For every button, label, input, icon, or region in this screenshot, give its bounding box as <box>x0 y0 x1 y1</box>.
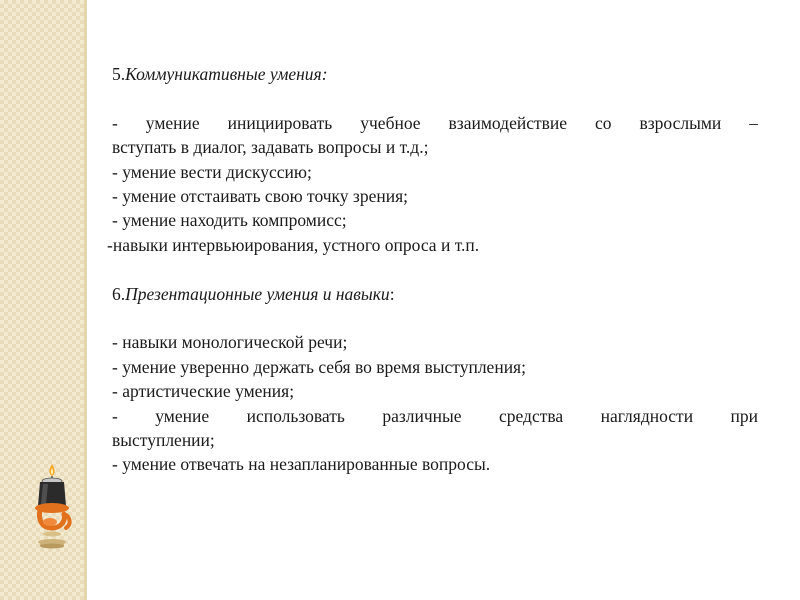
spacer <box>112 306 758 330</box>
list-item: вступать в диалог, задавать вопросы и т.д.; <box>112 137 429 158</box>
side-band-border <box>84 0 87 600</box>
list-item: - умение уверенно держать себя во время выступления; <box>112 356 526 377</box>
section-6-colon: : <box>389 283 395 304</box>
section-5-number: 5. <box>112 64 126 84</box>
list-item: - умение отстаивать свою точку зрения; <box>112 186 409 207</box>
list-item: выступлении; <box>112 430 215 451</box>
section-5-heading <box>112 62 758 86</box>
list-item: - артистические умения; <box>112 381 295 402</box>
section-6-heading <box>112 282 758 306</box>
list-item: - умение вести дискуссию; <box>112 161 312 182</box>
list-item: - умение инициировать учебное взаимодействие со взрослыми – <box>112 112 758 133</box>
list-item: - умение находить компромисс; <box>112 210 347 231</box>
list-item: - умение использовать различные средства наглядности при <box>112 405 758 426</box>
list-item: - умение отвечать на незапланированные вопросы. <box>112 454 491 475</box>
spacer <box>112 257 758 281</box>
section-6-number: 6. <box>112 283 126 304</box>
spacer <box>112 86 758 110</box>
candle-icon <box>26 462 78 552</box>
list-item: -навыки интервьюирования, устного опроса и т.п. <box>107 234 480 255</box>
section-6-title: Презентационные умения и навыки <box>125 283 390 304</box>
slide-content <box>107 62 758 477</box>
section-5-title: Коммуникативные умения: <box>125 64 328 84</box>
list-item: - навыки монологической речи; <box>112 332 348 353</box>
